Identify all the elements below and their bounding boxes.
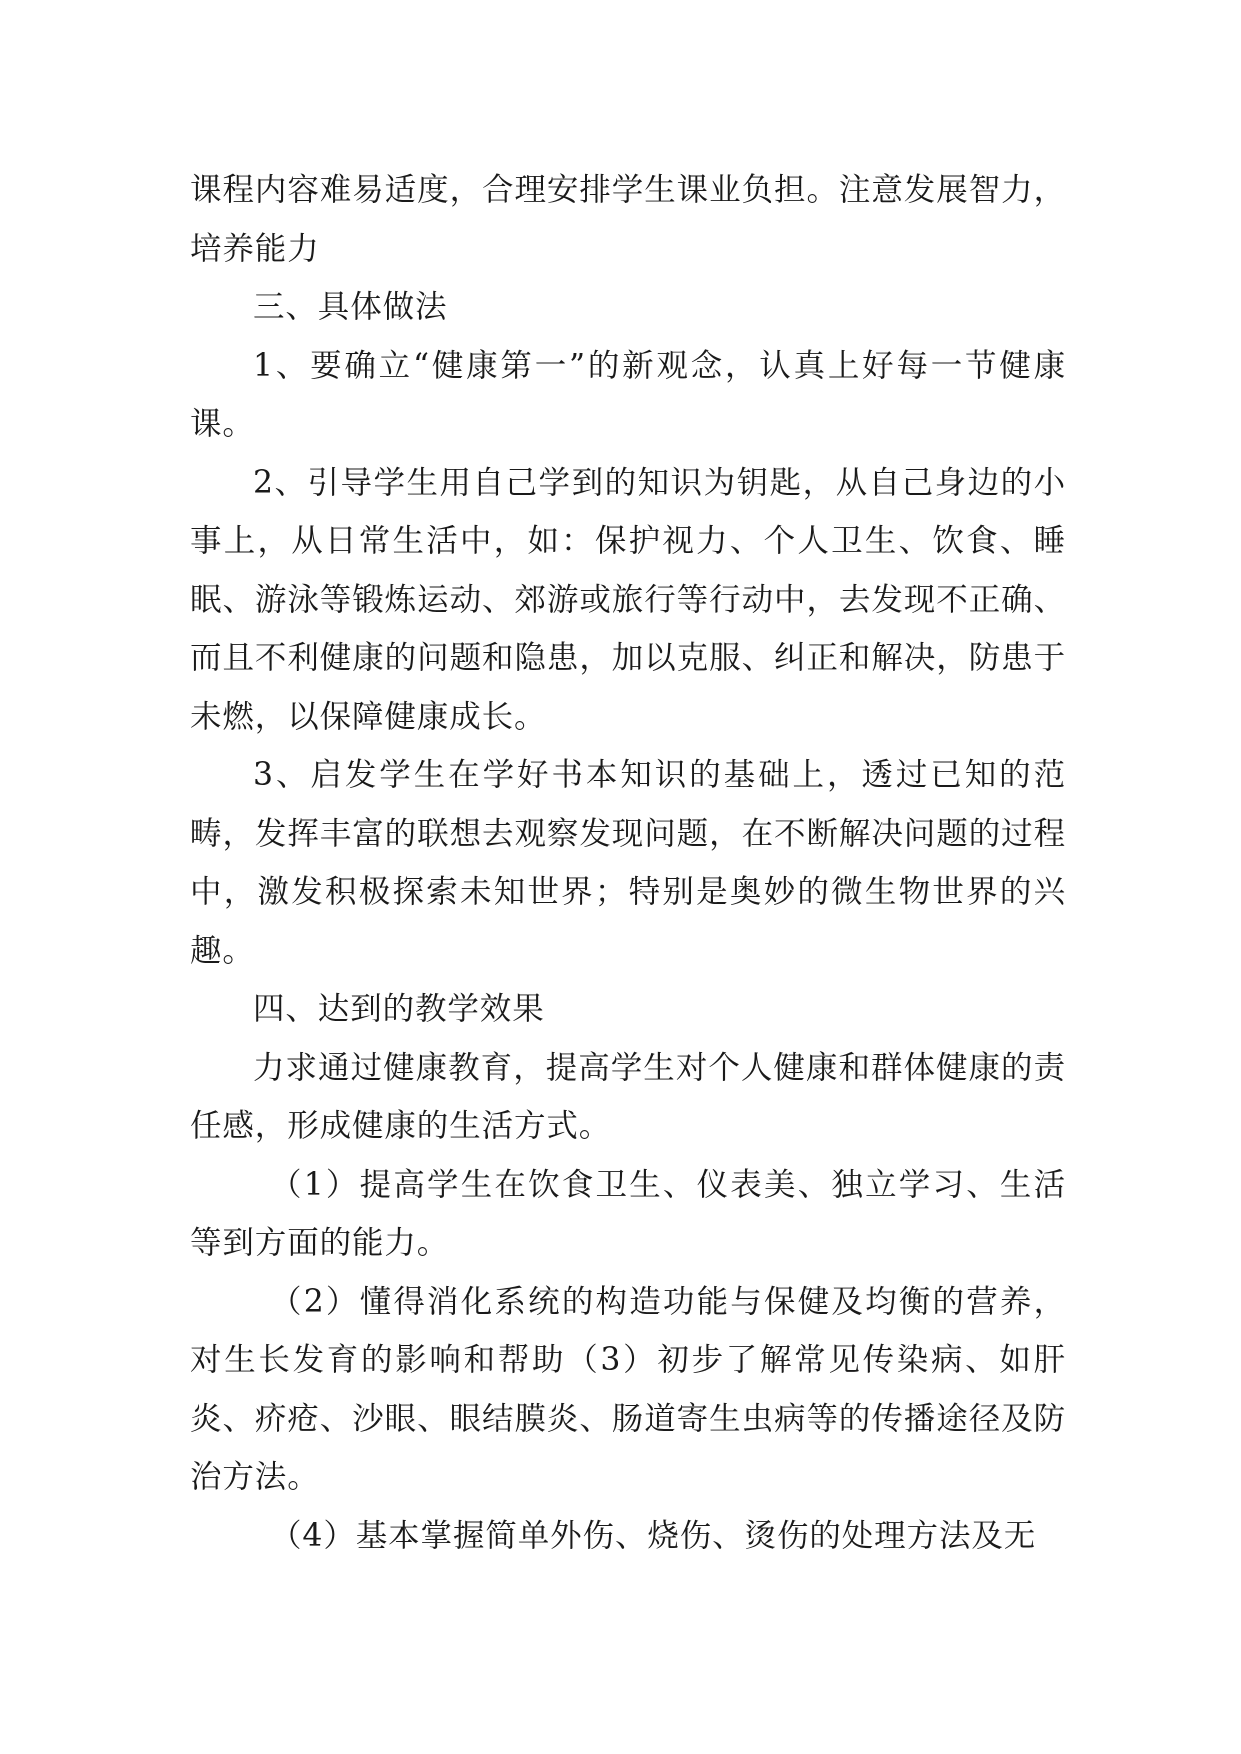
section-heading-3: 三、具体做法: [253, 289, 448, 325]
paragraph-item-1: 1、要确立“健康第一”的新观念，认真上好每一节健康课。: [190, 347, 1066, 442]
paragraph-item-3: 3、启发学生在学好书本知识的基础上，透过已知的范畴，发挥丰富的联想去观察发现问题，在不断解决问题的过程中，激发积极探索未知世界；特别是奥妙的微生物世界的兴趣。: [190, 757, 1066, 969]
document-body: [190, 161, 1066, 1565]
paragraph-point-4: （4）基本掌握简单外伤、烧伤、烫伤的处理方法及无: [270, 1517, 1037, 1554]
section-heading-4: 四、达到的教学效果: [253, 991, 545, 1027]
paragraph-continuation: 课程内容难易适度，合理安排学生课业负担。注意发展智力，培养能力: [190, 172, 1066, 267]
paragraph-point-2-3: （2）懂得消化系统的构造功能与保健及均衡的营养，对生长发育的影响和帮助（3）初步了解常见传染病、如肝炎、疥疮、沙眼、眼结膜炎、肠道寄生虫病等的传播途径及防治方法。: [190, 1283, 1066, 1495]
paragraph-intro: 力求通过健康教育，提高学生对个人健康和群体健康的责任感，形成健康的生活方式。: [190, 1049, 1066, 1144]
paragraph-item-2: 2、引导学生用自己学到的知识为钥匙，从自己身边的小事上，从日常生活中，如：保护视力、个人卫生、饮食、睡眠、游泳等锻炼运动、郊游或旅行等行动中，去发现不正确、而且不利健康的问题和隐患，加以克服、纠正和解决，防患于未燃，以保障健康成长。: [190, 464, 1066, 735]
paragraph-point-1: （1）提高学生在饮食卫生、仪表美、独立学习、生活等到方面的能力。: [190, 1166, 1066, 1261]
